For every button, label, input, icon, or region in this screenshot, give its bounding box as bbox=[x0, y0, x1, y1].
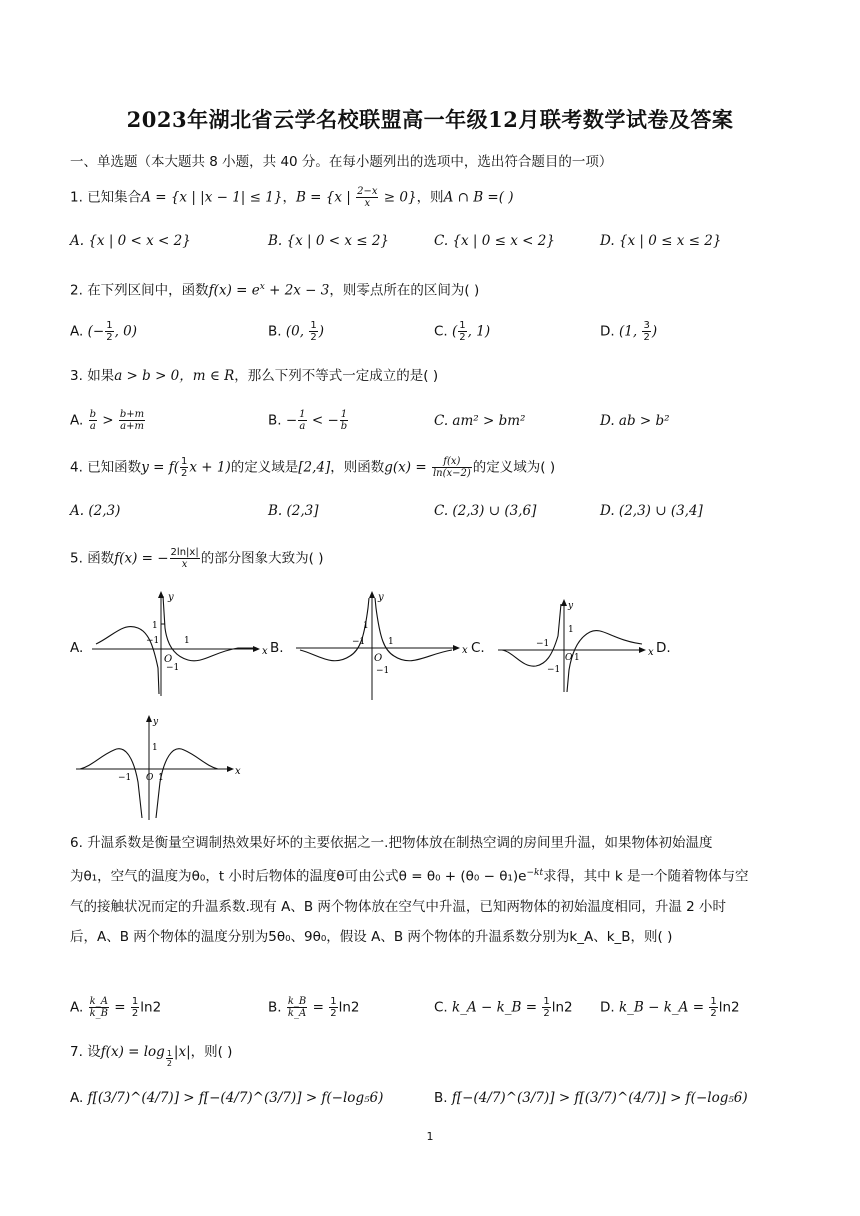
question-number: 2. bbox=[70, 282, 83, 299]
axis-y-label: y bbox=[153, 717, 159, 727]
question-text: 6. 升温系数是衡量空调制热效果好坏的主要依据之一.把物体放在制热空调的房间里升温，如果物体初始温度 bbox=[70, 835, 713, 851]
question-number: 4. bbox=[70, 459, 83, 476]
question-text: 已知集合 bbox=[87, 189, 142, 206]
question-number: 1. bbox=[70, 189, 83, 206]
origin-label: O bbox=[146, 773, 154, 783]
option-d: D. ab > b² bbox=[600, 413, 670, 429]
question-7: 7. 设f(x) = log $\frac{1}{2}$ |x|，则( ) bbox=[70, 1044, 233, 1068]
tick-label: −1 bbox=[352, 637, 366, 647]
question-1 bbox=[70, 186, 514, 209]
math-expression: g(x) = bbox=[384, 459, 431, 476]
question-text: 在下列区间中，函数 bbox=[87, 282, 209, 299]
math-expression: + 2x − 3 bbox=[264, 282, 330, 299]
option-d: D. (1, $\frac{3}{2}$ ) bbox=[600, 320, 658, 343]
math-expression: [2,4] bbox=[298, 459, 331, 476]
question-text: 已知函数 bbox=[87, 459, 142, 476]
tick-label: 1 bbox=[363, 621, 369, 631]
tick-label: 1 bbox=[158, 773, 164, 783]
axis-y-label: y bbox=[168, 592, 174, 603]
question-text: 的定义域是 bbox=[230, 459, 299, 476]
question-text: 气的接触状况而定的升温系数.现有 A、B 两个物体放在空气中升温，已知两物体的初始温度相同，升温 2 小时 bbox=[70, 898, 727, 915]
question-4: 4. 已知函数y = f( $\frac{1}{2}$ x + 1)的定义域是[2,4]，则函数g(x) = $\frac{f(x)}{\ln(x-2)}$ 的定义域为( ) bbox=[70, 456, 556, 479]
question-text: 如果 bbox=[87, 368, 115, 384]
question-text: ，则( ) bbox=[190, 1044, 233, 1060]
tick-label: −1 bbox=[547, 665, 561, 675]
math-expression: B = {x | bbox=[295, 189, 356, 206]
math-expression: y = f( bbox=[141, 459, 179, 476]
graph-option-a bbox=[88, 588, 268, 700]
tick-label: −1 bbox=[376, 666, 390, 676]
option-a: A. $\frac{b}{a}$ > $\frac{b+m}{a+m}$ bbox=[70, 409, 145, 432]
option-a: A. $\frac{k\_A}{k\_B}$ = $\frac{1}{2}$ ln2 bbox=[70, 996, 162, 1019]
graph-d-label: D. bbox=[656, 640, 671, 656]
graph-a-label: A. bbox=[70, 640, 84, 656]
math-expression: ≥ 0} bbox=[379, 189, 417, 206]
option-c: C. am² > bm² bbox=[434, 413, 526, 429]
graph-c-label: C. bbox=[471, 640, 485, 656]
option-c: C. ( $\frac{1}{2}$ , 1) bbox=[434, 320, 491, 343]
graph-option-c bbox=[494, 596, 656, 694]
question-text: 的定义域为( ) bbox=[472, 459, 556, 476]
option-c: C. {x | 0 ≤ x < 2} bbox=[434, 233, 555, 249]
axis-x-label: x bbox=[648, 647, 654, 658]
option-b: B. {x | 0 < x ≤ 2} bbox=[268, 233, 390, 249]
tick-label: 1 bbox=[388, 637, 394, 647]
question-3 bbox=[70, 366, 438, 386]
exponent: x bbox=[259, 282, 265, 292]
origin-label: O bbox=[164, 654, 173, 665]
axis-x-label: x bbox=[462, 645, 468, 656]
option-b: B. (0, $\frac{1}{2}$ ) bbox=[268, 320, 324, 343]
tick-label: −1 bbox=[118, 773, 132, 783]
tick-label: 1 bbox=[152, 621, 158, 631]
option-a: A. {x | 0 < x < 2} bbox=[70, 233, 191, 249]
math-expression: |x| bbox=[173, 1044, 191, 1060]
page-title: 2023年湖北省云学名校联盟高一年级12月联考数学试卷及答案 bbox=[126, 107, 734, 132]
question-2 bbox=[70, 277, 479, 301]
math-expression: f(x) = log bbox=[100, 1044, 165, 1060]
question-number: 3. bbox=[70, 368, 83, 384]
question-text: 的部分图象大致为( ) bbox=[200, 550, 324, 567]
option-b: B. $\frac{k\_B}{k\_A}$ = $\frac{1}{2}$ ln2 bbox=[268, 996, 360, 1019]
axis-x-label: x bbox=[235, 766, 241, 777]
option-a: A. (2,3) bbox=[70, 503, 121, 519]
question-5: 5. 函数f(x) = − $\frac{2\ln|x|}{x}$ 的部分图象大致为( ) bbox=[70, 547, 324, 570]
question-text: ，则函数 bbox=[330, 459, 385, 476]
origin-label: O bbox=[565, 653, 573, 663]
option-b: B. − $\frac{1}{a}$ < − $\frac{1}{b}$ bbox=[268, 409, 348, 432]
graph-option-b bbox=[292, 588, 472, 702]
axis-y-label: y bbox=[568, 601, 574, 611]
math-expression: a > b > 0，m ∈ R bbox=[114, 368, 235, 384]
option-d: D. {x | 0 ≤ x ≤ 2} bbox=[600, 233, 722, 249]
question-6 bbox=[70, 828, 792, 952]
question-text: ，则 bbox=[416, 189, 444, 206]
option-c: C. k_A − k_B = $\frac{1}{2}$ ln2 bbox=[434, 996, 573, 1019]
math-expression: f(x) = e bbox=[208, 282, 260, 299]
option-c: C. (2,3) ∪ (3,6] bbox=[434, 503, 537, 519]
option-d: D. (2,3) ∪ (3,4] bbox=[600, 503, 703, 519]
question-text: 函数 bbox=[87, 550, 115, 567]
option-a: A. f[(3/7)^(4/7)] > f[−(4/7)^(3/7)] > f(−log₅6) bbox=[70, 1090, 384, 1106]
graph-option-d bbox=[72, 712, 244, 822]
tick-label: −1 bbox=[166, 663, 180, 673]
graph-b-label: B. bbox=[270, 640, 284, 656]
option-b: B. f[−(4/7)^(3/7)] > f[(3/7)^(4/7)] > f(−log₅6) bbox=[434, 1090, 748, 1106]
tick-label: 1 bbox=[184, 636, 190, 646]
tick-label: 1 bbox=[568, 625, 574, 635]
question-number: 7. bbox=[70, 1044, 83, 1060]
section-heading: 一、单选题（本大题共 8 小题，共 40 分。在每小题列出的选项中，选出符合题目的一项） bbox=[70, 154, 613, 170]
page-number: 1 bbox=[426, 1130, 434, 1143]
origin-label: O bbox=[374, 653, 383, 664]
question-text: ，则零点所在的区间为( ) bbox=[329, 282, 480, 299]
question-text: ，那么下列不等式一定成立的是( ) bbox=[234, 368, 439, 384]
tick-label: −1 bbox=[536, 639, 550, 649]
question-text: 设 bbox=[87, 1044, 101, 1060]
math-expression: A ∩ B =( ) bbox=[443, 189, 514, 206]
option-b: B. (2,3] bbox=[268, 503, 319, 519]
axis-x-label: x bbox=[262, 646, 268, 657]
question-text: 后，A、B 两个物体的温度分别为5θ₀、9θ₀，假设 A、B 两个物体的升温系数分别为k_A、k_B，则( ) bbox=[70, 928, 673, 945]
fraction: $\frac{2-x}{x}$ bbox=[357, 186, 378, 209]
tick-label: 1 bbox=[152, 743, 158, 753]
tick-label: 1 bbox=[574, 653, 580, 663]
tick-label: −1 bbox=[146, 636, 160, 646]
axis-y-label: y bbox=[378, 592, 384, 603]
question-text: ， bbox=[282, 189, 296, 206]
option-d: D. k_B − k_A = $\frac{1}{2}$ ln2 bbox=[600, 996, 740, 1019]
math-expression: x + 1) bbox=[189, 459, 231, 476]
option-a: A. (− $\frac{1}{2}$ , 0) bbox=[70, 320, 138, 343]
math-expression: f(x) = − bbox=[114, 550, 169, 567]
question-number: 5. bbox=[70, 550, 83, 567]
question-text: 为θ₁，空气的温度为θ₀，t 小时后物体的温度θ可由公式$\theta = \theta_0 + (\theta_0 - \theta_1)e^{-kt}$求得，其中 k 是一个随着物体与空 bbox=[70, 868, 749, 885]
math-expression: A = {x | |x − 1| ≤ 1} bbox=[141, 189, 283, 206]
